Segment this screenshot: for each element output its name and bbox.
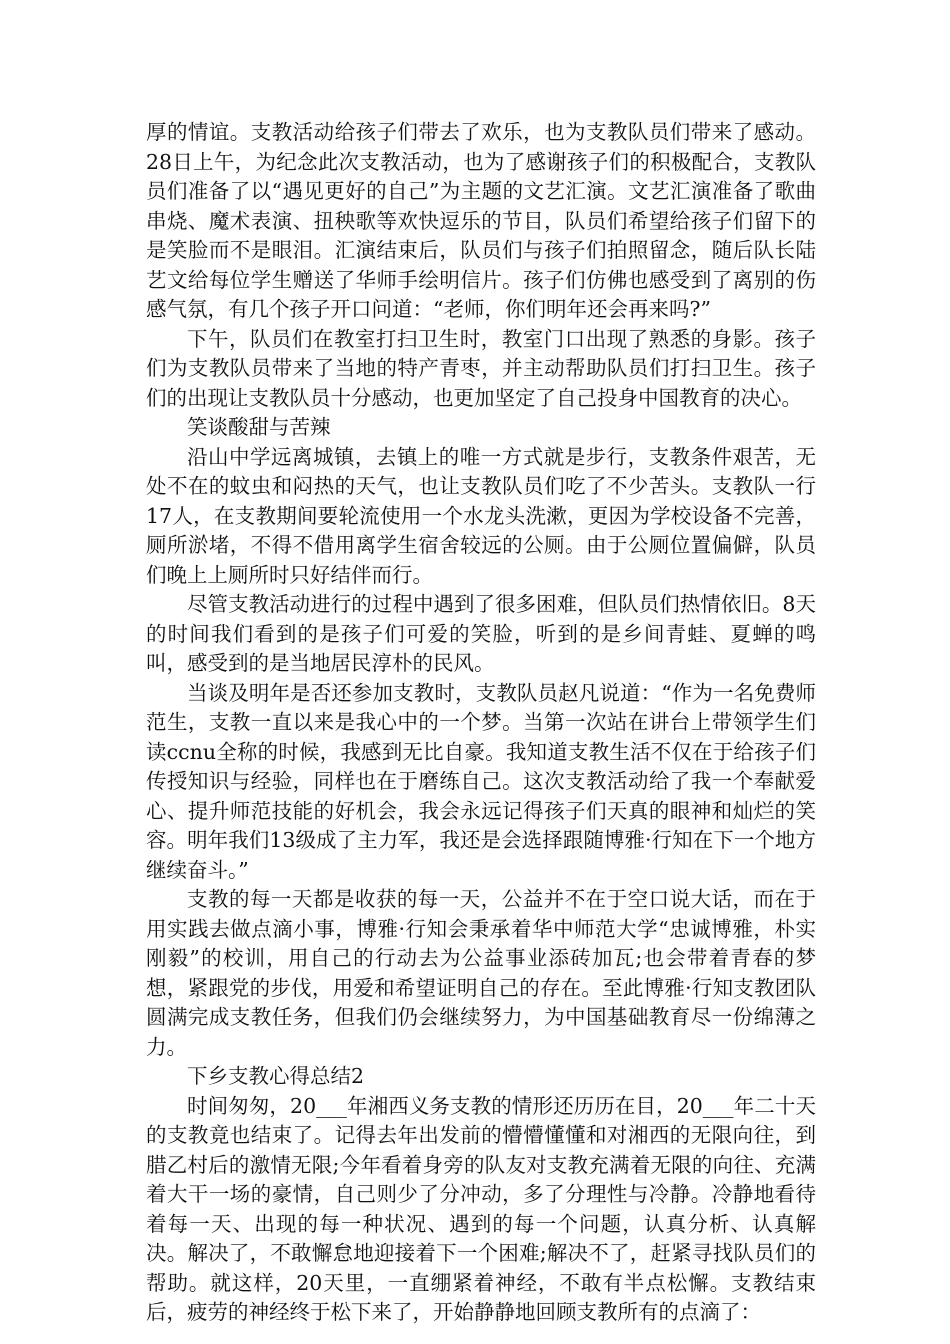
paragraph: 沿山中学远离城镇，去镇上的唯一方式就是步行，支教条件艰苦，无处不在的蚊虫和闷热的天气，也让支教队员们吃了不少苦头。支教队一行17人，在支教期间要轮流使用一个水龙头洗漱，更因为学校设备不完善，厕所淤堵，不得不借用离学生宿舍较远的公厕。由于公厕位置偏僻，队员们晚上上厕所时只好结伴而行。 — [146, 444, 816, 587]
paragraph: 时间匆匆，20___年湘西义务支教的情形还历历在目，20___年二十天的支教竟也结束了。记得去年出发前的懵懵懂懂和对湘西的无限向往，到腊乙村后的激情无限;今年看着身旁的队友对支教充满着无限的向往、充满着大干一场的豪情，自己则少了分冲动，多了分理性与冷静。冷静地看待着每一天、出现的每一种状况、遇到的每一个问题，认真分析、认真解决。解决了，不敢懈怠地迎接着下一个困难;解决不了，赶紧寻找队员们的帮助。就这样，20天里，一直绷紧着神经，不敢有半点松懈。支教结束后，疲劳的神经终于松下来了，开始静静地回顾支教所有的点滴了： — [146, 1093, 816, 1324]
paragraph: 当谈及明年是否还参加支教时，支教队员赵凡说道：“作为一名免费师范生，支教一直以来是我心中的一个梦。当第一次站在讲台上带领学生们读ccnu全称的时候，我感到无比自豪。我知道支教生活不仅在于给孩子们传授知识与经验，同样也在于磨练自己。这次支教活动给了我一个奉献爱心、提升师范技能的好机会，我会永远记得孩子们天真的眼神和灿烂的笑容。明年我们13级成了主力军，我还是会选择跟随博雅·行知在下一个地方继续奋斗。” — [146, 680, 816, 882]
paragraph: 尽管支教活动进行的过程中遇到了很多困难，但队员们热情依旧。8天的时间我们看到的是孩子们可爱的笑脸，听到的是乡间青蛙、夏蝉的鸣叫，感受到的是当地居民淳朴的民风。 — [146, 592, 816, 675]
paragraph-continuation: 厚的情谊。支教活动给孩子们带去了欢乐，也为支教队员们带来了感动。28日上午，为纪念此次支教活动，也为了感谢孩子们的积极配合，支教队员们准备了以“遇见更好的自己”为主题的文艺汇演。文艺汇演准备了歌曲串烧、魔术表演、扭秧歌等欢快逗乐的节目，队员们希望给孩子们留下的是笑脸而不是眼泪。汇演结束后，队员们与孩子们拍照留念，随后队长陆艺文给每位学生赠送了华师手绘明信片。孩子们仿佛也感受到了离别的伤感气氛，有几个孩子开口问道：“老师，你们明年还会再来吗?” — [146, 120, 816, 321]
paragraph: 下午，队员们在教室打扫卫生时，教室门口出现了熟悉的身影。孩子们为支教队员带来了当地的特产青枣，并主动帮助队员们打扫卫生。孩子们的出现让支教队员十分感动，也更加坚定了自己投身中国教育的决心。 — [146, 326, 816, 410]
section-heading: 下乡支教心得总结2 — [187, 1064, 365, 1088]
paragraph: 支教的每一天都是收获的每一天，公益并不在于空口说大话，而在于用实践去做点滴小事，博雅·行知会秉承着华中师范大学“忠诚博雅，朴实刚毅”的校训，用自己的行动去为公益事业添砖加瓦;也会带着青春的梦想，紧跟党的步伐，用爱和希望证明自己的存在。至此博雅·行知支教团队圆满完成支教任务，但我们仍会继续努力，为中国基础教育尽一份绵薄之力。 — [146, 887, 816, 1059]
document-page — [146, 118, 816, 1328]
section-heading: 笑谈酸甜与苦辣 — [187, 415, 331, 439]
